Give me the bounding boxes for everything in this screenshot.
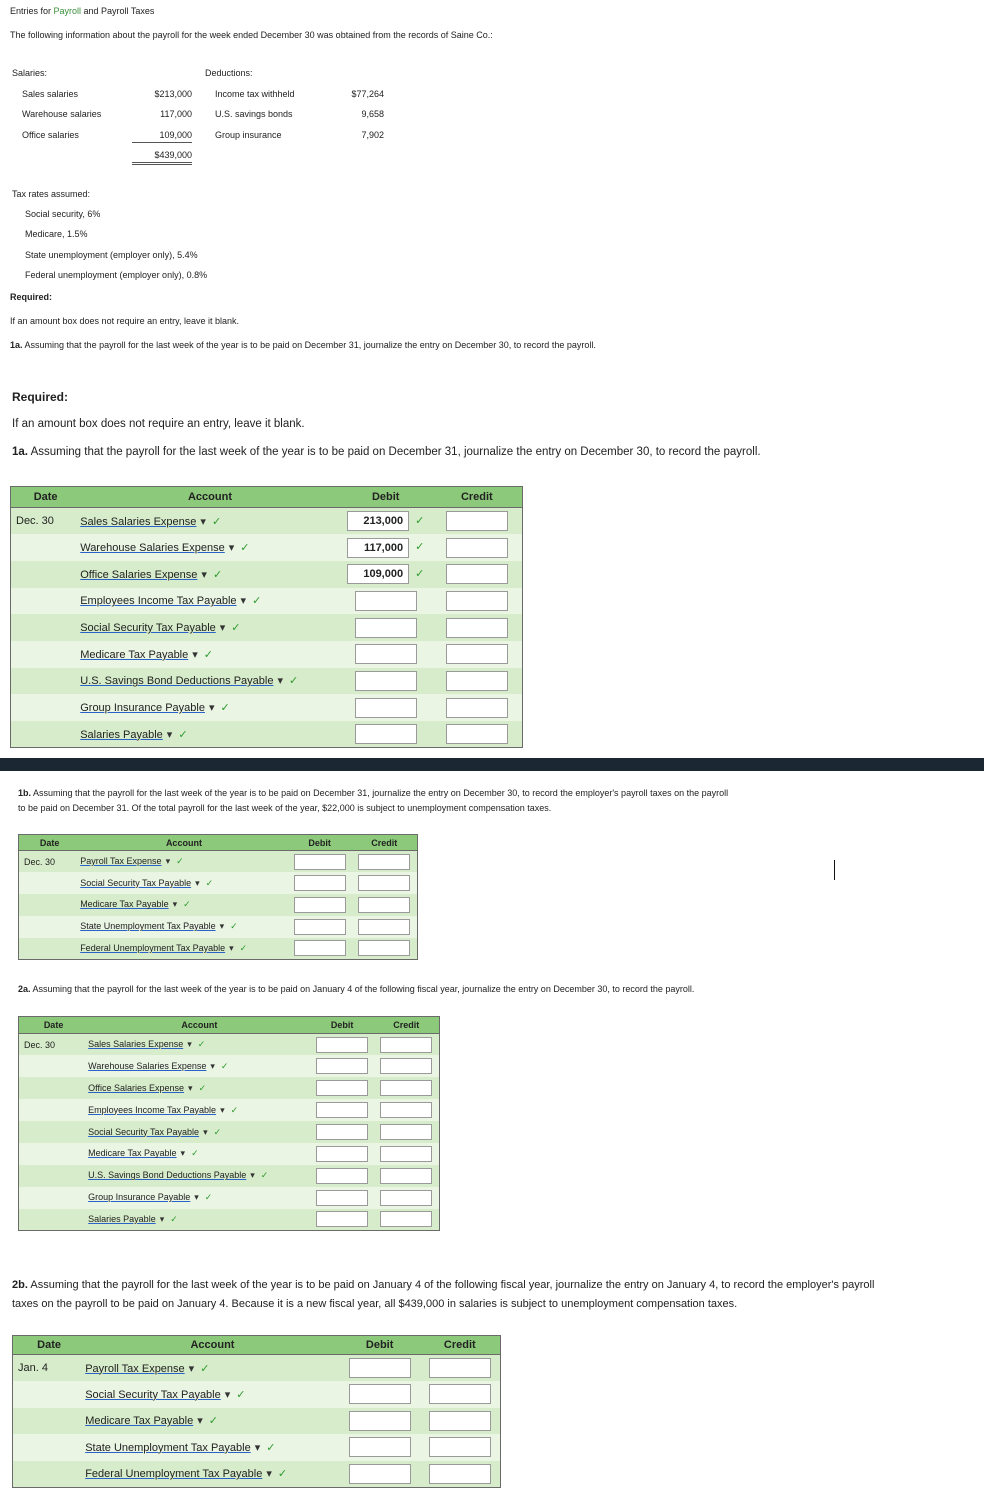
chevron-down-icon[interactable]: ▾ xyxy=(188,1082,193,1093)
tax-rates-label: Tax rates assumed: xyxy=(12,189,91,199)
column-header-debit: Debit xyxy=(340,1336,420,1355)
journal-row xyxy=(11,641,523,668)
account-label: State Unemployment Tax Payable xyxy=(80,921,216,932)
account-select-social-security-tax-payable[interactable] xyxy=(80,622,225,634)
debit-input[interactable] xyxy=(355,724,417,744)
credit-input[interactable] xyxy=(446,671,508,691)
check-icon: ✓ xyxy=(236,1388,246,1401)
chevron-down-icon[interactable]: ▾ xyxy=(201,568,207,581)
credit-input[interactable] xyxy=(446,698,508,718)
column-header-debit: Debit xyxy=(340,487,432,508)
check-icon: ✓ xyxy=(191,1148,199,1159)
payroll-link[interactable]: Payroll xyxy=(53,6,82,16)
account-label: Medicare Tax Payable xyxy=(85,1415,194,1428)
journal-row xyxy=(13,1461,501,1488)
chevron-down-icon[interactable]: ▾ xyxy=(240,595,247,608)
credit-input[interactable] xyxy=(446,511,508,531)
account-select-medicare-tax-payable[interactable] xyxy=(80,649,198,661)
deduction-label: Group insurance xyxy=(215,130,282,140)
credit-input[interactable] xyxy=(429,1411,491,1431)
account-label: Social Security Tax Payable xyxy=(80,877,192,888)
debit-input[interactable] xyxy=(355,671,417,691)
credit-input[interactable] xyxy=(358,854,410,870)
chevron-down-icon[interactable]: ▾ xyxy=(210,1060,215,1071)
credit-input[interactable] xyxy=(446,591,508,611)
account-select-payroll-tax-expense[interactable] xyxy=(85,1363,194,1375)
account-label: Social Security Tax Payable xyxy=(80,622,216,635)
chevron-down-icon[interactable]: ▾ xyxy=(194,1192,199,1203)
account-select-salaries-payable[interactable] xyxy=(80,729,172,741)
deduction-amount: $77,264 xyxy=(351,89,384,99)
credit-input[interactable] xyxy=(358,919,410,935)
check-icon: ✓ xyxy=(230,921,238,932)
account-select-social-security-tax-payable[interactable] xyxy=(80,878,199,888)
account-label: Federal Unemployment Tax Payable xyxy=(80,942,226,953)
debit-input[interactable] xyxy=(316,1124,368,1140)
check-icon: ✓ xyxy=(260,1170,269,1181)
credit-input[interactable] xyxy=(380,1037,432,1053)
journal-row xyxy=(11,668,523,695)
account-label: State Unemployment Tax Payable xyxy=(85,1441,251,1454)
account-select-sales-salaries-expense[interactable] xyxy=(88,1039,192,1049)
debit-input[interactable] xyxy=(316,1146,368,1162)
debit-input[interactable] xyxy=(355,591,417,611)
salaries-total: $439,000 xyxy=(132,150,192,165)
journal-row xyxy=(19,916,418,938)
journal-row xyxy=(19,1077,440,1099)
chevron-down-icon[interactable]: ▾ xyxy=(197,1415,203,1428)
debit-input[interactable] xyxy=(316,1058,368,1074)
credit-input[interactable] xyxy=(429,1384,491,1404)
question-1a: 1a. Assuming that the payroll for the last week of the year is to be paid on December 31, journalize the entry on December 30, to record the payroll. xyxy=(12,446,761,458)
chevron-down-icon[interactable]: ▾ xyxy=(208,702,215,715)
section-divider xyxy=(0,758,984,771)
journal-row xyxy=(19,1187,440,1209)
check-icon: ✓ xyxy=(170,1213,178,1224)
account-select-office-salaries-expense[interactable] xyxy=(88,1083,192,1093)
salary-amount: $213,000 xyxy=(154,89,192,99)
account-select-warehouse-salaries-expense[interactable] xyxy=(80,542,234,554)
account-select-medicare-tax-payable[interactable] xyxy=(80,899,177,909)
required-label: Required: xyxy=(10,292,53,302)
check-icon: ✓ xyxy=(197,1039,206,1050)
account-select-state-unemployment-tax-payable[interactable] xyxy=(85,1442,260,1454)
deduction-amount: 7,902 xyxy=(361,130,384,140)
account-label: Office Salaries Expense xyxy=(80,568,198,581)
text-cursor xyxy=(834,860,835,880)
debit-input[interactable] xyxy=(294,940,346,956)
account-select-salaries-payable[interactable] xyxy=(88,1214,164,1224)
entry-date: Jan. 4 xyxy=(13,1355,86,1382)
deduction-amount: 9,658 xyxy=(361,109,384,119)
account-select-office-salaries-expense[interactable] xyxy=(80,569,207,581)
column-header-account: Account xyxy=(80,487,340,508)
column-header-debit: Debit xyxy=(288,835,352,851)
check-icon: ✓ xyxy=(183,899,191,910)
journal-row xyxy=(19,872,418,894)
account-label: Payroll Tax Expense xyxy=(80,856,162,867)
journal-row xyxy=(19,851,418,873)
column-header-account: Account xyxy=(85,1336,340,1355)
account-label: Group Insurance Payable xyxy=(80,702,205,715)
account-label: U.S. Savings Bond Deductions Payable xyxy=(80,675,274,688)
chevron-down-icon[interactable]: ▾ xyxy=(219,622,226,635)
intro-text: The following information about the payroll for the week ended December 30 was obtained from the records of Saine Co.: xyxy=(10,30,493,40)
question-2a: 2a. Assuming that the payroll for the last week of the year is to be paid on January 4 of the following fiscal year, journalize the entry on December 30, to record the payroll. xyxy=(18,984,695,994)
debit-input[interactable] xyxy=(349,1384,411,1404)
journal-row xyxy=(11,588,523,615)
salary-label: Warehouse salaries xyxy=(22,109,102,119)
credit-input[interactable] xyxy=(429,1358,491,1378)
credit-input[interactable] xyxy=(446,564,508,584)
tax-rate: Federal unemployment (employer only), 0.8% xyxy=(25,270,208,280)
chevron-down-icon[interactable]: ▾ xyxy=(195,877,200,888)
account-label: Sales Salaries Expense xyxy=(80,515,197,528)
check-icon: ✓ xyxy=(178,728,188,741)
account-label: Group Insurance Payable xyxy=(88,1192,191,1203)
deduction-label: Income tax withheld xyxy=(215,89,295,99)
column-header-date: Date xyxy=(13,1336,86,1355)
chevron-down-icon[interactable]: ▾ xyxy=(266,1468,272,1480)
journal-row xyxy=(13,1355,501,1382)
account-select-employees-income-tax-payable[interactable] xyxy=(88,1105,224,1115)
debit-input[interactable] xyxy=(349,1411,411,1431)
check-icon: ✓ xyxy=(205,877,214,888)
account-select-warehouse-salaries-expense[interactable] xyxy=(88,1061,215,1071)
deduction-label: U.S. savings bonds xyxy=(215,109,293,119)
journal-row xyxy=(19,1143,440,1165)
chevron-down-icon[interactable]: ▾ xyxy=(229,942,234,953)
salary-label: Office salaries xyxy=(22,130,79,140)
column-header-account: Account xyxy=(88,1017,311,1034)
credit-input[interactable] xyxy=(380,1146,432,1162)
account-select-medicare-tax-payable[interactable] xyxy=(88,1148,185,1158)
account-select-employees-income-tax-payable[interactable] xyxy=(80,595,246,607)
salary-amount: 109,000 xyxy=(132,130,192,143)
credit-input[interactable] xyxy=(429,1464,491,1484)
journal-row xyxy=(11,721,523,748)
account-label: Federal Unemployment Tax Payable xyxy=(85,1468,263,1480)
check-icon: ✓ xyxy=(231,622,241,635)
page-title: Entries for Payroll and Payroll Taxes xyxy=(10,6,155,16)
account-label: Employees Income Tax Payable xyxy=(80,595,237,608)
account-label: Salaries Payable xyxy=(88,1213,156,1224)
check-icon: ✓ xyxy=(198,1082,207,1093)
credit-input[interactable] xyxy=(380,1102,432,1118)
debit-input[interactable] xyxy=(316,1190,368,1206)
account-label: Social Security Tax Payable xyxy=(85,1388,221,1401)
check-icon: ✓ xyxy=(220,702,230,715)
journal-row xyxy=(19,1165,440,1187)
credit-input[interactable] xyxy=(446,644,508,664)
chevron-down-icon[interactable]: ▾ xyxy=(254,1441,261,1454)
debit-input[interactable] xyxy=(355,644,417,664)
chevron-down-icon[interactable]: ▾ xyxy=(172,899,178,910)
account-label: Employees Income Tax Payable xyxy=(88,1104,217,1115)
required-note: If an amount box does not require an entry, leave it blank. xyxy=(12,418,305,430)
journal-row xyxy=(13,1408,501,1435)
chevron-down-icon[interactable]: ▾ xyxy=(277,675,283,688)
chevron-down-icon[interactable]: ▾ xyxy=(166,728,173,741)
column-header-credit: Credit xyxy=(352,835,418,851)
chevron-down-icon[interactable]: ▾ xyxy=(203,1126,208,1137)
credit-input[interactable] xyxy=(358,940,410,956)
check-icon: ✓ xyxy=(415,568,425,581)
account-label: Medicare Tax Payable xyxy=(88,1148,177,1159)
credit-input[interactable] xyxy=(380,1058,432,1074)
check-icon: ✓ xyxy=(415,541,425,554)
journal-row xyxy=(19,938,418,960)
account-label: Warehouse Salaries Expense xyxy=(80,542,225,555)
required-note: If an amount box does not require an entry, leave it blank. xyxy=(10,316,239,326)
entry-date: Dec. 30 xyxy=(19,851,81,873)
check-icon: ✓ xyxy=(176,856,184,867)
check-icon: ✓ xyxy=(230,1104,239,1115)
credit-input[interactable] xyxy=(358,897,410,913)
journal-row xyxy=(13,1434,501,1461)
account-label: Warehouse Salaries Expense xyxy=(88,1060,207,1071)
account-select-federal-unemployment-tax-payable[interactable] xyxy=(85,1468,272,1480)
journal-row xyxy=(19,1099,440,1121)
account-label: Payroll Tax Expense xyxy=(85,1362,185,1375)
chevron-down-icon[interactable]: ▾ xyxy=(165,856,171,867)
account-select-medicare-tax-payable[interactable] xyxy=(85,1415,203,1427)
debit-input[interactable]: 109,000 xyxy=(347,564,409,584)
debit-input[interactable] xyxy=(349,1464,411,1484)
required-label: Required: xyxy=(12,390,69,404)
credit-input[interactable] xyxy=(380,1211,432,1227)
debit-input[interactable] xyxy=(316,1037,368,1053)
credit-input[interactable] xyxy=(380,1190,432,1206)
journal-table-1a xyxy=(10,486,523,748)
account-select-social-security-tax-payable[interactable] xyxy=(88,1127,207,1137)
question-1b: 1b. Assuming that the payroll for the last week of the year is to be paid on December 31, journalize the entry on December 30, to record the employer's payroll taxes on the payroll to be paid on December 31. Of the total payroll for the last week of the year, $22,000 is subject to unemployment compensation taxes. xyxy=(18,788,729,813)
journal-row xyxy=(11,561,523,588)
journal-row xyxy=(11,508,523,535)
check-icon: ✓ xyxy=(204,1192,213,1203)
column-header-credit: Credit xyxy=(374,1017,440,1034)
debit-input[interactable] xyxy=(294,897,346,913)
check-icon: ✓ xyxy=(220,1060,229,1071)
journal-row xyxy=(11,614,523,641)
account-select-social-security-tax-payable[interactable] xyxy=(85,1389,230,1401)
account-select-payroll-tax-expense[interactable] xyxy=(80,856,170,866)
tax-rate: Medicare, 1.5% xyxy=(25,229,88,239)
debit-input[interactable]: 213,000 xyxy=(347,511,409,531)
debit-input[interactable] xyxy=(294,919,346,935)
debit-input[interactable] xyxy=(294,875,346,891)
account-label: Medicare Tax Payable xyxy=(80,899,169,910)
debit-input[interactable] xyxy=(349,1358,411,1378)
account-label: Office Salaries Expense xyxy=(88,1082,185,1093)
debit-input[interactable] xyxy=(349,1437,411,1457)
column-header-date: Date xyxy=(19,835,81,851)
credit-input[interactable] xyxy=(358,875,410,891)
debit-input[interactable] xyxy=(294,854,346,870)
column-header-date: Date xyxy=(11,487,81,508)
journal-row xyxy=(19,1034,440,1056)
check-icon: ✓ xyxy=(252,595,262,608)
debit-input[interactable] xyxy=(355,698,417,718)
account-select-group-insurance-payable[interactable] xyxy=(88,1192,199,1202)
credit-input[interactable] xyxy=(380,1124,432,1140)
journal-row xyxy=(11,694,523,721)
journal-row xyxy=(13,1381,501,1408)
check-icon: ✓ xyxy=(266,1441,276,1454)
chevron-down-icon[interactable]: ▾ xyxy=(159,1213,165,1224)
question-1a-small: 1a. Assuming that the payroll for the last week of the year is to be paid on December 31, journalize the entry on December 30, to record the payroll. xyxy=(10,340,596,350)
credit-input[interactable] xyxy=(380,1080,432,1096)
chevron-down-icon[interactable]: ▾ xyxy=(180,1148,186,1159)
debit-input[interactable] xyxy=(316,1211,368,1227)
check-icon: ✓ xyxy=(212,568,223,581)
credit-input[interactable] xyxy=(446,538,508,558)
chevron-down-icon[interactable]: ▾ xyxy=(228,542,235,555)
check-icon: ✓ xyxy=(240,542,250,555)
chevron-down-icon[interactable]: ▾ xyxy=(219,921,225,932)
column-header-account: Account xyxy=(80,835,288,851)
salary-label: Sales salaries xyxy=(22,89,79,99)
credit-input[interactable] xyxy=(446,618,508,638)
account-label: Sales Salaries Expense xyxy=(88,1039,184,1050)
check-icon: ✓ xyxy=(203,648,213,661)
chevron-down-icon[interactable]: ▾ xyxy=(220,1104,225,1115)
column-header-date: Date xyxy=(19,1017,89,1034)
check-icon: ✓ xyxy=(277,1468,288,1480)
account-select-state-unemployment-tax-payable[interactable] xyxy=(80,921,224,931)
check-icon: ✓ xyxy=(239,942,248,953)
account-select-sales-salaries-expense[interactable] xyxy=(80,516,206,528)
check-icon: ✓ xyxy=(211,515,222,528)
check-icon: ✓ xyxy=(213,1126,222,1137)
check-icon: ✓ xyxy=(208,1415,218,1428)
chevron-down-icon[interactable]: ▾ xyxy=(200,515,206,528)
chevron-down-icon[interactable]: ▾ xyxy=(192,648,198,661)
chevron-down-icon[interactable]: ▾ xyxy=(188,1362,195,1375)
account-select-u-s-savings-bond-deductions-payable[interactable] xyxy=(88,1170,255,1180)
entry-date: Dec. 30 xyxy=(11,508,81,535)
check-icon: ✓ xyxy=(200,1362,210,1375)
journal-row xyxy=(19,894,418,916)
tax-rate: Social security, 6% xyxy=(25,209,101,219)
debit-input[interactable]: 117,000 xyxy=(347,538,409,558)
journal-table-2b xyxy=(12,1335,501,1488)
column-header-credit: Credit xyxy=(432,487,523,508)
account-select-group-insurance-payable[interactable] xyxy=(80,702,214,714)
entry-date: Dec. 30 xyxy=(19,1034,89,1056)
journal-row xyxy=(19,1209,440,1231)
question-2b: 2b. Assuming that the payroll for the last week of the year is to be paid on January 4 of the following fiscal year, journalize the entry on January 4, to record the employer's payroll taxes on the payroll to be paid on January 4. Because it is a new fiscal year, all $439,000 in salaries is subject to unemployment compensation taxes. xyxy=(12,1279,875,1310)
journal-table-2a xyxy=(18,1016,440,1231)
account-label: Medicare Tax Payable xyxy=(80,648,189,661)
deductions-label: Deductions: xyxy=(205,68,253,78)
account-label: Social Security Tax Payable xyxy=(88,1126,200,1137)
column-header-credit: Credit xyxy=(420,1336,501,1355)
chevron-down-icon[interactable]: ▾ xyxy=(187,1039,192,1050)
credit-input[interactable] xyxy=(380,1168,432,1184)
account-select-u-s-savings-bond-deductions-payable[interactable] xyxy=(80,675,283,687)
check-icon: ✓ xyxy=(415,515,425,527)
journal-row xyxy=(11,534,523,561)
account-label: U.S. Savings Bond Deductions Payable xyxy=(88,1170,247,1181)
chevron-down-icon[interactable]: ▾ xyxy=(224,1388,231,1401)
chevron-down-icon[interactable]: ▾ xyxy=(250,1170,255,1181)
debit-input[interactable] xyxy=(316,1080,368,1096)
check-icon: ✓ xyxy=(288,675,299,688)
journal-row xyxy=(19,1055,440,1077)
debit-input[interactable] xyxy=(355,618,417,638)
tax-rate: State unemployment (employer only), 5.4% xyxy=(25,250,198,260)
credit-input[interactable] xyxy=(429,1437,491,1457)
salaries-label: Salaries: xyxy=(12,68,48,78)
debit-input[interactable] xyxy=(316,1102,368,1118)
account-label: Salaries Payable xyxy=(80,728,163,741)
journal-row xyxy=(19,1121,440,1143)
account-select-federal-unemployment-tax-payable[interactable] xyxy=(80,943,233,953)
journal-table-1b xyxy=(18,834,418,960)
column-header-debit: Debit xyxy=(311,1017,374,1034)
salary-amount: 117,000 xyxy=(160,109,192,119)
debit-input[interactable] xyxy=(316,1168,368,1184)
credit-input[interactable] xyxy=(446,724,508,744)
